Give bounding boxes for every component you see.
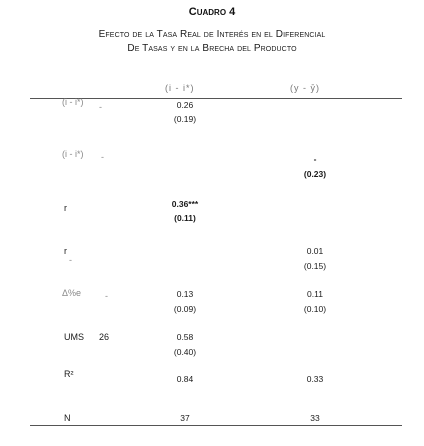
coefficient: -: [313, 154, 317, 164]
column-header-1: (i - i*): [165, 83, 195, 93]
table-title-line-1: Efecto de la Tasa Real de Interés en el Diferencial: [98, 29, 326, 40]
bottom-rule: [30, 425, 402, 426]
coefficient: 37: [180, 413, 190, 423]
standard-error: (0.23): [303, 169, 327, 179]
coefficient: 0.26: [176, 100, 194, 110]
column-header-2: (y - ȳ): [290, 83, 320, 93]
coefficient: 0.13: [176, 289, 194, 299]
table-title-line-2: De Tasas y en la Brecha del Producto: [127, 43, 297, 54]
row-label-suffix: -: [99, 102, 102, 112]
coefficient: 33: [310, 413, 320, 423]
row-label: R²: [64, 369, 74, 379]
coefficient: 0.84: [176, 374, 194, 384]
row-label: (i - i*): [62, 149, 84, 159]
standard-error: (0.40): [173, 347, 197, 357]
coefficient: 0.01: [306, 246, 324, 256]
standard-error: (0.10): [303, 304, 327, 314]
coefficient: 0.11: [307, 289, 323, 299]
row-label: (i - i*): [62, 97, 84, 107]
row-label-suffix: 26: [99, 332, 110, 342]
row-label: r: [64, 246, 67, 256]
coefficient: 0.33: [306, 374, 324, 384]
row-label: N: [64, 413, 71, 423]
row-label-suffix: -: [105, 291, 108, 301]
row-label: r: [64, 203, 67, 213]
row-label: Δ%e: [62, 288, 82, 298]
standard-error: (0.11): [174, 213, 196, 223]
standard-error: (0.09): [173, 304, 197, 314]
standard-error: (0.15): [303, 261, 327, 271]
standard-error: (0.19): [173, 114, 197, 124]
header-rule: [30, 98, 402, 99]
row-label-suffix: -: [101, 152, 104, 162]
coefficient: 0.36***: [171, 199, 199, 209]
row-label-suffix: -: [69, 255, 72, 265]
coefficient: 0.58: [176, 332, 194, 342]
row-label: UMS: [64, 332, 84, 342]
table-number: Cuadro 4: [188, 6, 236, 18]
